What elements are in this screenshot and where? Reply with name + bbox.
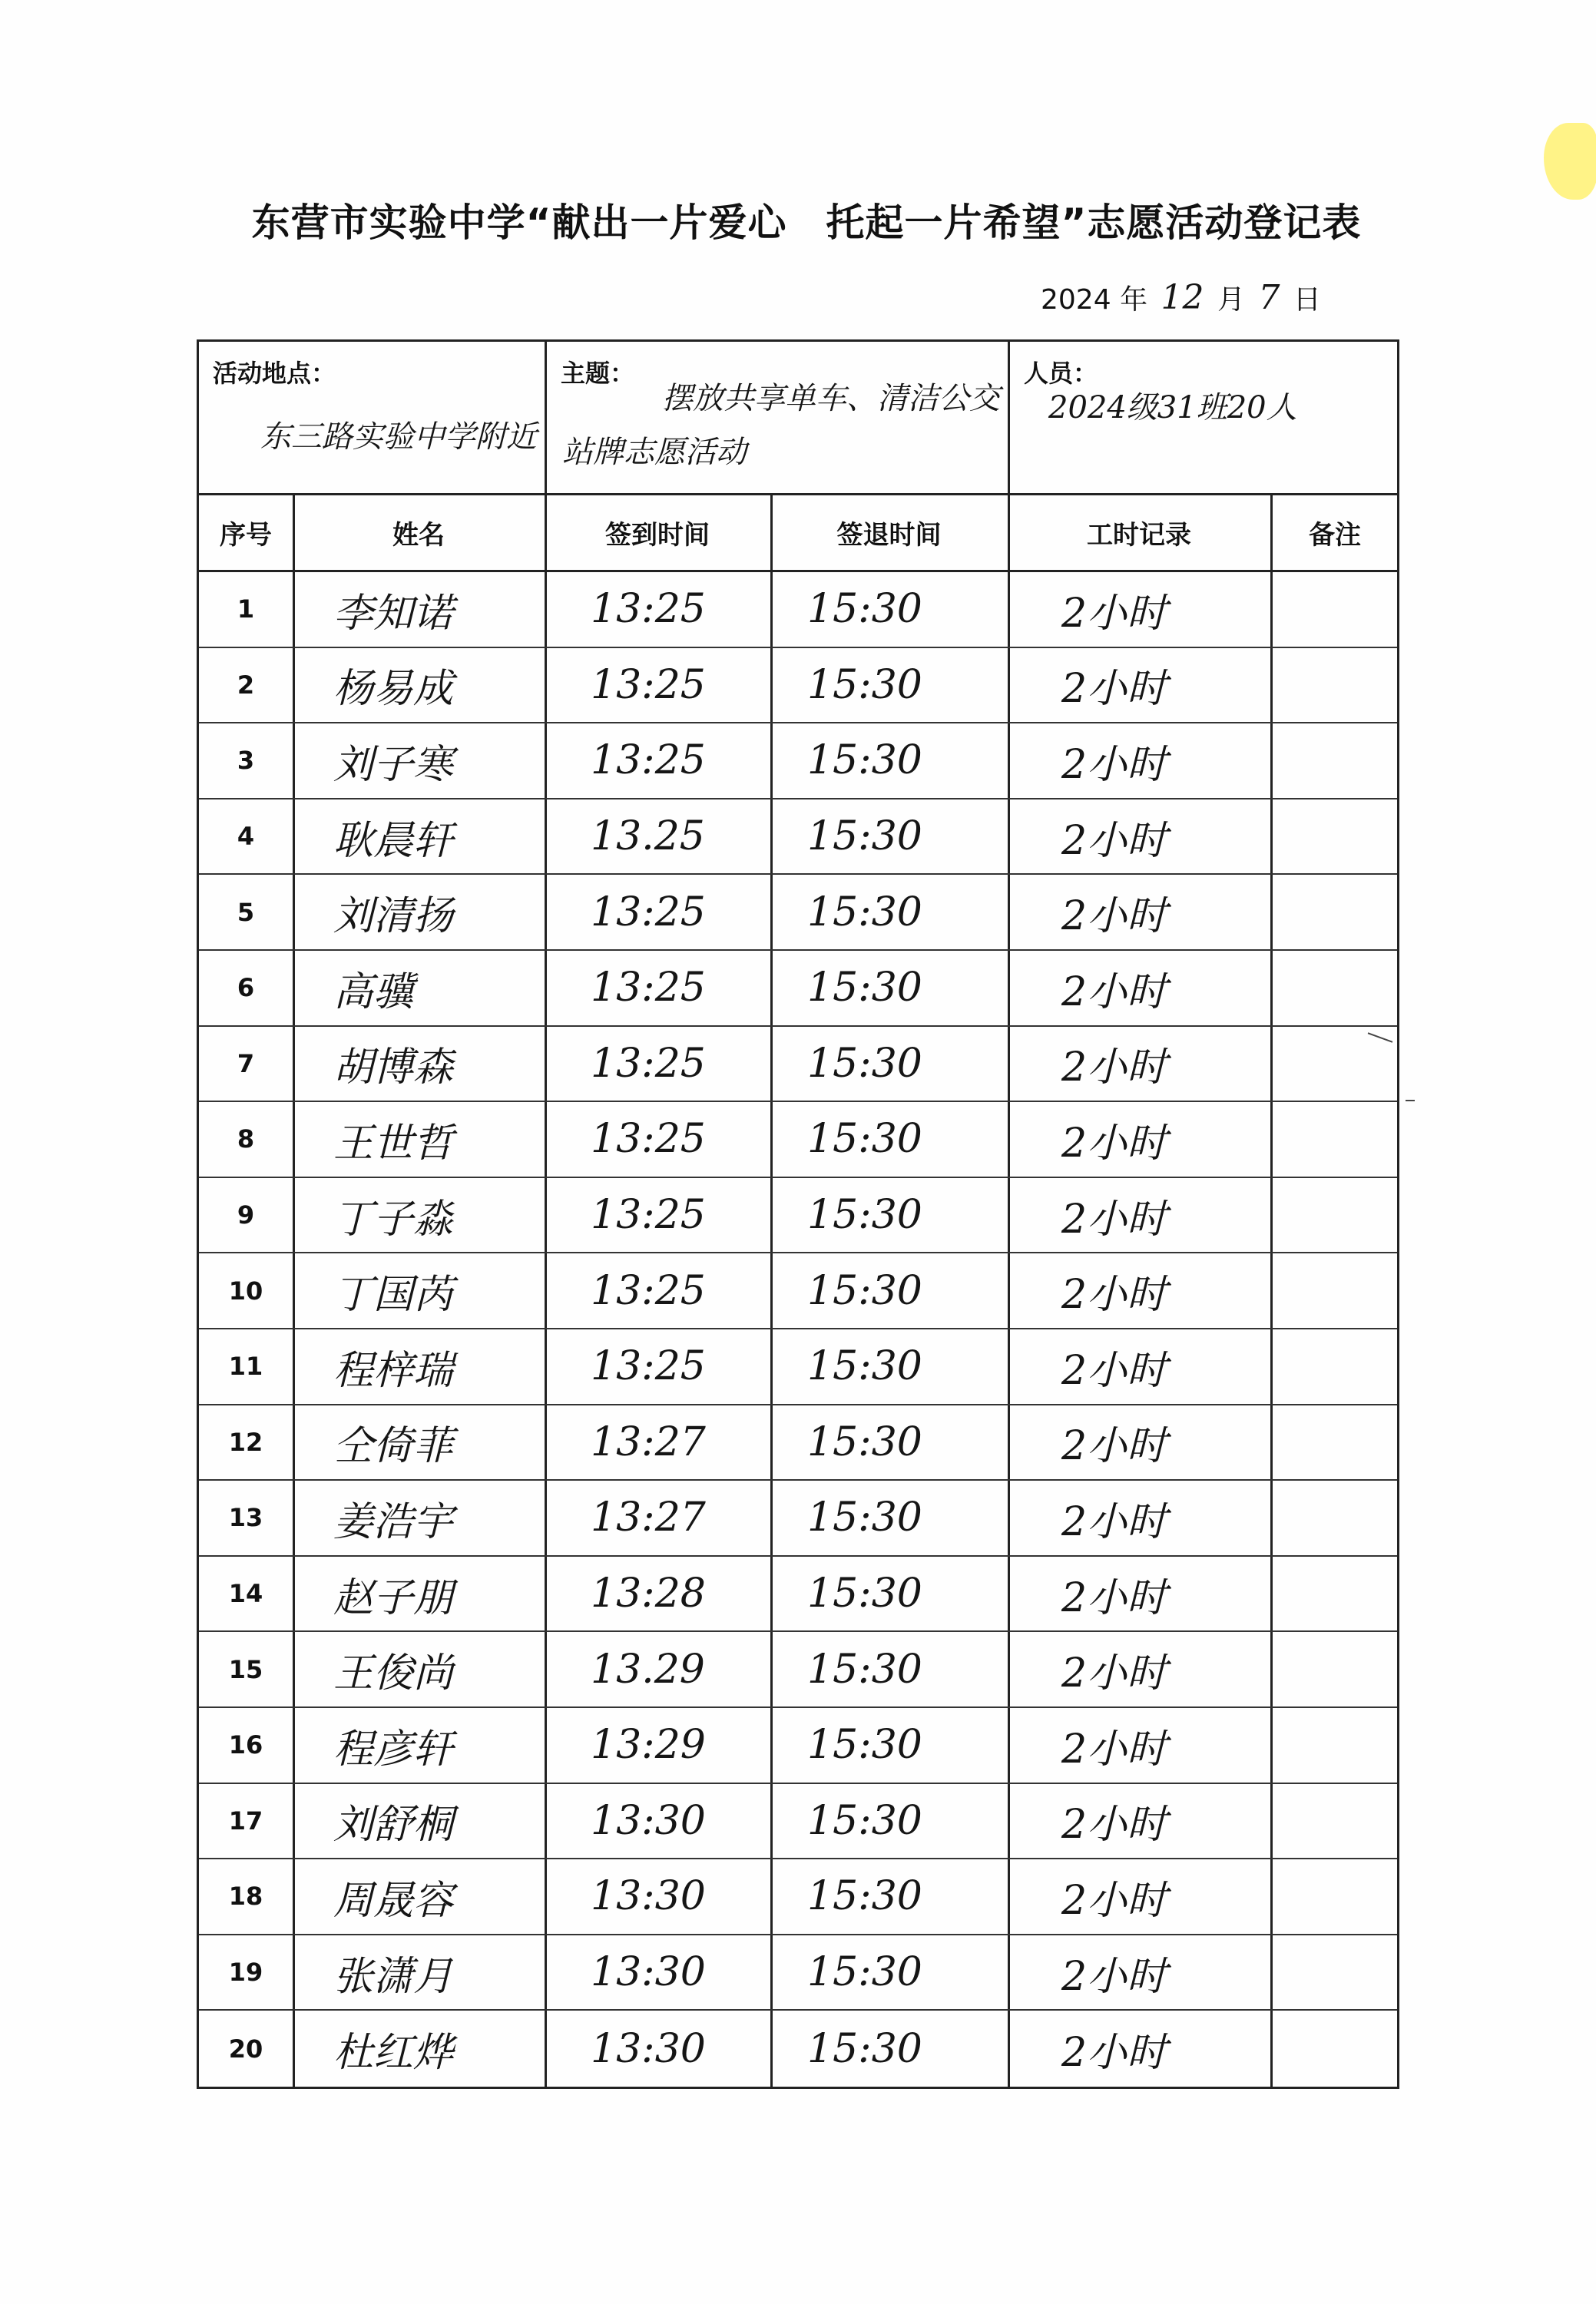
sign-in-time-cell bbox=[545, 1178, 770, 1253]
location-value: 东三路实验中学附近 bbox=[260, 419, 537, 455]
student-name-cell bbox=[295, 1253, 542, 1328]
work-hours-cell bbox=[1008, 1027, 1270, 1101]
row-number: 7 bbox=[237, 1048, 255, 1078]
student-name: 张潇月 bbox=[333, 1953, 454, 2000]
student-name-cell bbox=[295, 1102, 542, 1177]
note-cell bbox=[1273, 648, 1397, 723]
header-hours: 工时记录 bbox=[1087, 520, 1191, 551]
work-hours: 2小时 bbox=[1061, 1802, 1167, 1849]
student-name: 耿晨轩 bbox=[333, 817, 454, 864]
student-name-cell bbox=[295, 648, 542, 723]
sign-in-time-cell bbox=[545, 951, 770, 1025]
date-month-unit: 月 bbox=[1217, 284, 1246, 316]
row-number-cell bbox=[199, 648, 293, 723]
work-hours-cell bbox=[1008, 1708, 1270, 1783]
student-name: 杜红烨 bbox=[333, 2030, 454, 2077]
header-sign-in: 签到时间 bbox=[605, 520, 710, 551]
table-row bbox=[199, 1027, 1397, 1103]
sign-out-time: 15:30 bbox=[807, 661, 922, 708]
note-cell bbox=[1273, 1557, 1397, 1631]
sign-out-time: 15:30 bbox=[807, 2025, 922, 2072]
margin-mark bbox=[1406, 1100, 1415, 1101]
note-cell bbox=[1273, 1935, 1397, 2010]
header-no: 序号 bbox=[220, 520, 272, 551]
row-number-cell bbox=[199, 1253, 293, 1328]
row-number-cell bbox=[199, 1859, 293, 1934]
sign-in-time: 13.25 bbox=[591, 813, 705, 860]
sign-out-time: 15:30 bbox=[807, 1949, 922, 1996]
student-name: 赵子朋 bbox=[333, 1574, 454, 1621]
student-name: 丁国芮 bbox=[333, 1272, 454, 1319]
work-hours: 2小时 bbox=[1061, 1574, 1167, 1621]
header-name: 姓名 bbox=[392, 520, 445, 551]
work-hours: 2小时 bbox=[1061, 1953, 1167, 2000]
row-number: 18 bbox=[228, 1882, 263, 1912]
table-row bbox=[199, 1405, 1397, 1481]
header-sign-out: 签退时间 bbox=[836, 520, 942, 551]
sign-in-time: 13:25 bbox=[591, 1343, 706, 1390]
sign-out-time-cell bbox=[773, 1405, 1005, 1480]
work-hours: 2小时 bbox=[1061, 1877, 1167, 1924]
table-row bbox=[199, 648, 1397, 724]
sign-in-time-cell bbox=[545, 1405, 770, 1480]
student-name-cell bbox=[295, 1027, 542, 1101]
student-name: 程彦轩 bbox=[333, 1726, 454, 1773]
sign-out-time: 15:30 bbox=[807, 586, 922, 633]
people-value: 2024级31班20人 bbox=[1048, 390, 1297, 425]
sign-out-time: 15:30 bbox=[807, 1873, 922, 1920]
sign-in-time-cell bbox=[545, 1784, 770, 1859]
row-number: 13 bbox=[228, 1503, 263, 1533]
note-cell bbox=[1273, 1632, 1397, 1706]
row-number-cell bbox=[199, 875, 293, 949]
sign-in-time: 13:28 bbox=[591, 1571, 706, 1617]
work-hours-cell bbox=[1008, 1557, 1270, 1631]
sign-out-time-cell bbox=[773, 1253, 1005, 1328]
work-hours: 2小时 bbox=[1061, 968, 1167, 1015]
form-title: 东营市实验中学“献出一片爱心 托起一片希望”志愿活动登记表 bbox=[251, 200, 1362, 245]
table-row bbox=[199, 723, 1397, 799]
work-hours-cell bbox=[1008, 2011, 1270, 2087]
row-number: 12 bbox=[228, 1427, 263, 1457]
work-hours-cell bbox=[1008, 723, 1270, 798]
row-number: 4 bbox=[237, 822, 255, 852]
sign-in-time-cell bbox=[545, 799, 770, 874]
note-cell bbox=[1273, 572, 1397, 647]
sign-in-time: 13:30 bbox=[591, 1949, 706, 1996]
sign-out-time-cell bbox=[773, 1708, 1005, 1783]
student-name: 周晟容 bbox=[333, 1877, 454, 1924]
sign-in-time-cell bbox=[545, 2011, 770, 2087]
table-row bbox=[199, 2011, 1397, 2087]
student-name-cell bbox=[295, 799, 542, 874]
student-name-cell bbox=[295, 951, 542, 1025]
row-number-cell bbox=[199, 1632, 293, 1706]
sign-out-time-cell bbox=[773, 799, 1005, 874]
work-hours: 2小时 bbox=[1061, 590, 1167, 637]
work-hours-cell bbox=[1008, 1253, 1270, 1328]
table-row bbox=[199, 1481, 1397, 1557]
student-name: 程梓瑞 bbox=[333, 1347, 454, 1394]
sign-in-time: 13:30 bbox=[591, 1797, 706, 1844]
row-number-cell bbox=[199, 1027, 293, 1101]
table-row bbox=[199, 1708, 1397, 1784]
sign-in-time: 13:25 bbox=[591, 586, 706, 633]
date-year: 2024 bbox=[1041, 284, 1111, 316]
sign-in-time-cell bbox=[545, 1557, 770, 1631]
note-cell bbox=[1273, 1329, 1397, 1404]
note-cell bbox=[1273, 1102, 1397, 1177]
student-name-cell bbox=[295, 1481, 542, 1555]
sign-out-time-cell bbox=[773, 1632, 1005, 1706]
student-name-cell bbox=[295, 1405, 542, 1480]
sign-out-time-cell bbox=[773, 572, 1005, 647]
row-number-cell bbox=[199, 1784, 293, 1859]
sign-in-time: 13:25 bbox=[591, 1192, 706, 1239]
sign-out-time-cell bbox=[773, 1329, 1005, 1404]
note-cell bbox=[1273, 1784, 1397, 1859]
sign-out-time: 15:30 bbox=[807, 1418, 922, 1465]
work-hours-cell bbox=[1008, 1935, 1270, 2010]
work-hours: 2小时 bbox=[1061, 1650, 1167, 1697]
row-number-cell bbox=[199, 1708, 293, 1783]
note-cell bbox=[1273, 723, 1397, 798]
row-number: 8 bbox=[237, 1124, 255, 1154]
work-hours-cell bbox=[1008, 572, 1270, 647]
work-hours-cell bbox=[1008, 799, 1270, 874]
student-name-cell bbox=[295, 1329, 542, 1404]
work-hours: 2小时 bbox=[1061, 2030, 1167, 2077]
student-name-cell bbox=[295, 2011, 542, 2087]
sign-out-time: 15:30 bbox=[807, 1267, 922, 1314]
row-number-cell bbox=[199, 1481, 293, 1555]
sign-out-time-cell bbox=[773, 1784, 1005, 1859]
sign-in-time-cell bbox=[545, 1102, 770, 1177]
work-hours: 2小时 bbox=[1061, 1196, 1167, 1243]
people-label: 人员： bbox=[1024, 359, 1098, 388]
table-row bbox=[199, 1784, 1397, 1860]
theme-label: 主题： bbox=[561, 359, 635, 388]
work-hours-cell bbox=[1008, 1784, 1270, 1859]
sign-out-time: 15:30 bbox=[807, 1040, 922, 1087]
work-hours: 2小时 bbox=[1061, 741, 1167, 788]
student-name: 李知诺 bbox=[333, 590, 454, 637]
sign-out-time: 15:30 bbox=[807, 1722, 922, 1769]
sign-in-time-cell bbox=[545, 572, 770, 647]
student-name-cell bbox=[295, 1708, 542, 1783]
work-hours-cell bbox=[1008, 1329, 1270, 1404]
sign-in-time-cell bbox=[545, 1632, 770, 1706]
row-number: 17 bbox=[228, 1806, 263, 1836]
row-number: 20 bbox=[228, 2034, 263, 2064]
sign-out-time-cell bbox=[773, 1935, 1005, 2010]
sign-out-time: 15:30 bbox=[807, 1192, 922, 1239]
table-row bbox=[199, 1859, 1397, 1935]
work-hours: 2小时 bbox=[1061, 817, 1167, 864]
work-hours-cell bbox=[1008, 648, 1270, 723]
sign-in-time: 13:29 bbox=[591, 1722, 706, 1769]
note-cell bbox=[1273, 951, 1397, 1025]
form-date bbox=[1041, 278, 1321, 317]
table-row bbox=[199, 1253, 1397, 1329]
sign-in-time-cell bbox=[545, 1481, 770, 1555]
sign-in-time: 13:27 bbox=[591, 1418, 706, 1465]
table-row bbox=[199, 572, 1397, 648]
location-cell bbox=[199, 342, 545, 493]
row-number-cell bbox=[199, 1557, 293, 1631]
row-number-cell bbox=[199, 1102, 293, 1177]
sign-out-time-cell bbox=[773, 2011, 1005, 2087]
row-number: 6 bbox=[237, 973, 255, 1003]
info-row bbox=[199, 342, 1397, 495]
note-cell bbox=[1273, 1859, 1397, 1934]
sign-out-time: 15:30 bbox=[807, 737, 922, 784]
sign-out-time: 15:30 bbox=[807, 1797, 922, 1844]
row-number: 10 bbox=[228, 1276, 263, 1306]
row-number-cell bbox=[199, 1329, 293, 1404]
sign-out-time-cell bbox=[773, 1178, 1005, 1253]
note-cell bbox=[1273, 1708, 1397, 1783]
student-name-cell bbox=[295, 1784, 542, 1859]
work-hours: 2小时 bbox=[1061, 893, 1167, 940]
sign-out-time: 15:30 bbox=[807, 813, 922, 860]
student-name: 仝倚菲 bbox=[333, 1423, 454, 1470]
work-hours-cell bbox=[1008, 1481, 1270, 1555]
sign-out-time-cell bbox=[773, 1027, 1005, 1101]
table-row bbox=[199, 1329, 1397, 1405]
header-note: 备注 bbox=[1309, 520, 1361, 551]
sign-out-time: 15:30 bbox=[807, 1343, 922, 1390]
sign-in-time: 13:25 bbox=[591, 889, 706, 935]
work-hours-cell bbox=[1008, 951, 1270, 1025]
note-cell bbox=[1273, 2011, 1397, 2087]
sign-in-time-cell bbox=[545, 1859, 770, 1934]
table-row bbox=[199, 1935, 1397, 2011]
student-name-cell bbox=[295, 1935, 542, 2010]
work-hours: 2小时 bbox=[1061, 666, 1167, 713]
sign-in-time: 13:27 bbox=[591, 1495, 706, 1541]
sign-in-time: 13:25 bbox=[591, 1267, 706, 1314]
note-cell bbox=[1273, 1481, 1397, 1555]
student-name: 刘舒桐 bbox=[333, 1802, 454, 1849]
row-number: 2 bbox=[237, 670, 255, 700]
row-number: 16 bbox=[228, 1730, 263, 1760]
row-number: 5 bbox=[237, 897, 255, 927]
row-number-cell bbox=[199, 1935, 293, 2010]
student-name-cell bbox=[295, 572, 542, 647]
sign-in-time: 13:25 bbox=[591, 1040, 706, 1087]
student-name: 姜浩宇 bbox=[333, 1498, 454, 1545]
sign-in-time-cell bbox=[545, 1329, 770, 1404]
student-name-cell bbox=[295, 723, 542, 798]
student-name-cell bbox=[295, 1557, 542, 1631]
sign-in-time-cell bbox=[545, 1253, 770, 1328]
row-number: 11 bbox=[228, 1352, 263, 1382]
sign-out-time-cell bbox=[773, 951, 1005, 1025]
theme-cell bbox=[547, 342, 1008, 493]
work-hours-cell bbox=[1008, 1859, 1270, 1934]
sign-out-time: 15:30 bbox=[807, 889, 922, 935]
table-row bbox=[199, 875, 1397, 951]
sign-in-time-cell bbox=[545, 648, 770, 723]
student-name-cell bbox=[295, 1859, 542, 1934]
sign-out-time: 15:30 bbox=[807, 1116, 922, 1163]
sign-out-time-cell bbox=[773, 1557, 1005, 1631]
sign-in-time: 13:25 bbox=[591, 737, 706, 784]
work-hours: 2小时 bbox=[1061, 1044, 1167, 1091]
note-cell bbox=[1273, 1178, 1397, 1253]
table-row bbox=[199, 1557, 1397, 1633]
row-number: 3 bbox=[237, 746, 255, 776]
student-name: 刘清扬 bbox=[333, 893, 454, 940]
theme-value-line1: 摆放共享单车、清洁公交 bbox=[662, 381, 1000, 416]
student-name-cell bbox=[295, 875, 542, 949]
work-hours: 2小时 bbox=[1061, 1423, 1167, 1470]
student-name: 丁子淼 bbox=[333, 1196, 454, 1243]
work-hours-cell bbox=[1008, 1102, 1270, 1177]
work-hours: 2小时 bbox=[1061, 1347, 1167, 1394]
sign-in-time: 13:25 bbox=[591, 1116, 706, 1163]
sign-out-time-cell bbox=[773, 723, 1005, 798]
row-number: 1 bbox=[237, 594, 255, 624]
student-name-cell bbox=[295, 1632, 542, 1706]
student-name: 杨易成 bbox=[333, 666, 454, 713]
work-hours: 2小时 bbox=[1061, 1120, 1167, 1167]
date-year-unit: 年 bbox=[1120, 284, 1148, 316]
sign-in-time-cell bbox=[545, 875, 770, 949]
table-row bbox=[199, 951, 1397, 1027]
row-number: 14 bbox=[228, 1579, 263, 1609]
student-name-cell bbox=[295, 1178, 542, 1253]
sign-in-time: 13:25 bbox=[591, 661, 706, 708]
sign-in-time-cell bbox=[545, 1935, 770, 2010]
sign-in-time-cell bbox=[545, 723, 770, 798]
row-number-cell bbox=[199, 1405, 293, 1480]
row-number-cell bbox=[199, 1178, 293, 1253]
people-cell bbox=[1010, 342, 1397, 493]
row-number: 15 bbox=[228, 1654, 263, 1684]
sign-in-time: 13:30 bbox=[591, 1873, 706, 1920]
note-cell bbox=[1273, 1405, 1397, 1480]
yellow-stain bbox=[1544, 123, 1596, 200]
sign-out-time-cell bbox=[773, 1481, 1005, 1555]
row-number-cell bbox=[199, 572, 293, 647]
row-number-cell bbox=[199, 2011, 293, 2087]
sign-in-time-cell bbox=[545, 1708, 770, 1783]
note-cell bbox=[1273, 799, 1397, 874]
sign-out-time-cell bbox=[773, 648, 1005, 723]
date-day-unit: 日 bbox=[1293, 284, 1321, 316]
row-number-cell bbox=[199, 799, 293, 874]
work-hours: 2小时 bbox=[1061, 1498, 1167, 1545]
work-hours: 2小时 bbox=[1061, 1272, 1167, 1319]
sign-in-time: 13:30 bbox=[591, 2025, 706, 2072]
note-cell bbox=[1273, 1253, 1397, 1328]
table-header-row bbox=[199, 495, 1397, 572]
sign-out-time-cell bbox=[773, 1859, 1005, 1934]
row-number: 19 bbox=[228, 1958, 263, 1988]
table-row bbox=[199, 799, 1397, 876]
table-row bbox=[199, 1102, 1397, 1178]
work-hours-cell bbox=[1008, 1632, 1270, 1706]
student-name: 刘子寒 bbox=[333, 741, 454, 788]
work-hours: 2小时 bbox=[1061, 1726, 1167, 1773]
work-hours-cell bbox=[1008, 875, 1270, 949]
row-number-cell bbox=[199, 723, 293, 798]
table-row bbox=[199, 1178, 1397, 1254]
row-number: 9 bbox=[237, 1200, 255, 1230]
sign-out-time-cell bbox=[773, 875, 1005, 949]
registration-table bbox=[197, 339, 1399, 2089]
sign-out-time: 15:30 bbox=[807, 1646, 922, 1693]
student-name: 胡博森 bbox=[333, 1044, 454, 1091]
table-row bbox=[199, 1632, 1397, 1708]
sign-in-time: 13:25 bbox=[591, 965, 706, 1011]
sign-out-time-cell bbox=[773, 1102, 1005, 1177]
row-number-cell bbox=[199, 951, 293, 1025]
sign-in-time-cell bbox=[545, 1027, 770, 1101]
student-name: 高骥 bbox=[333, 968, 414, 1015]
sign-out-time: 15:30 bbox=[807, 1495, 922, 1541]
theme-value-line2: 站牌志愿活动 bbox=[562, 435, 747, 470]
sign-in-time: 13.29 bbox=[591, 1646, 705, 1693]
student-name: 王世哲 bbox=[333, 1120, 454, 1167]
note-cell bbox=[1273, 875, 1397, 949]
student-name: 王俊尚 bbox=[333, 1650, 454, 1697]
date-day: 7 bbox=[1258, 278, 1280, 317]
sign-out-time: 15:30 bbox=[807, 1571, 922, 1617]
work-hours-cell bbox=[1008, 1178, 1270, 1253]
date-month: 12 bbox=[1161, 278, 1204, 317]
work-hours-cell bbox=[1008, 1405, 1270, 1480]
sign-out-time: 15:30 bbox=[807, 965, 922, 1011]
location-label: 活动地点： bbox=[213, 359, 336, 388]
